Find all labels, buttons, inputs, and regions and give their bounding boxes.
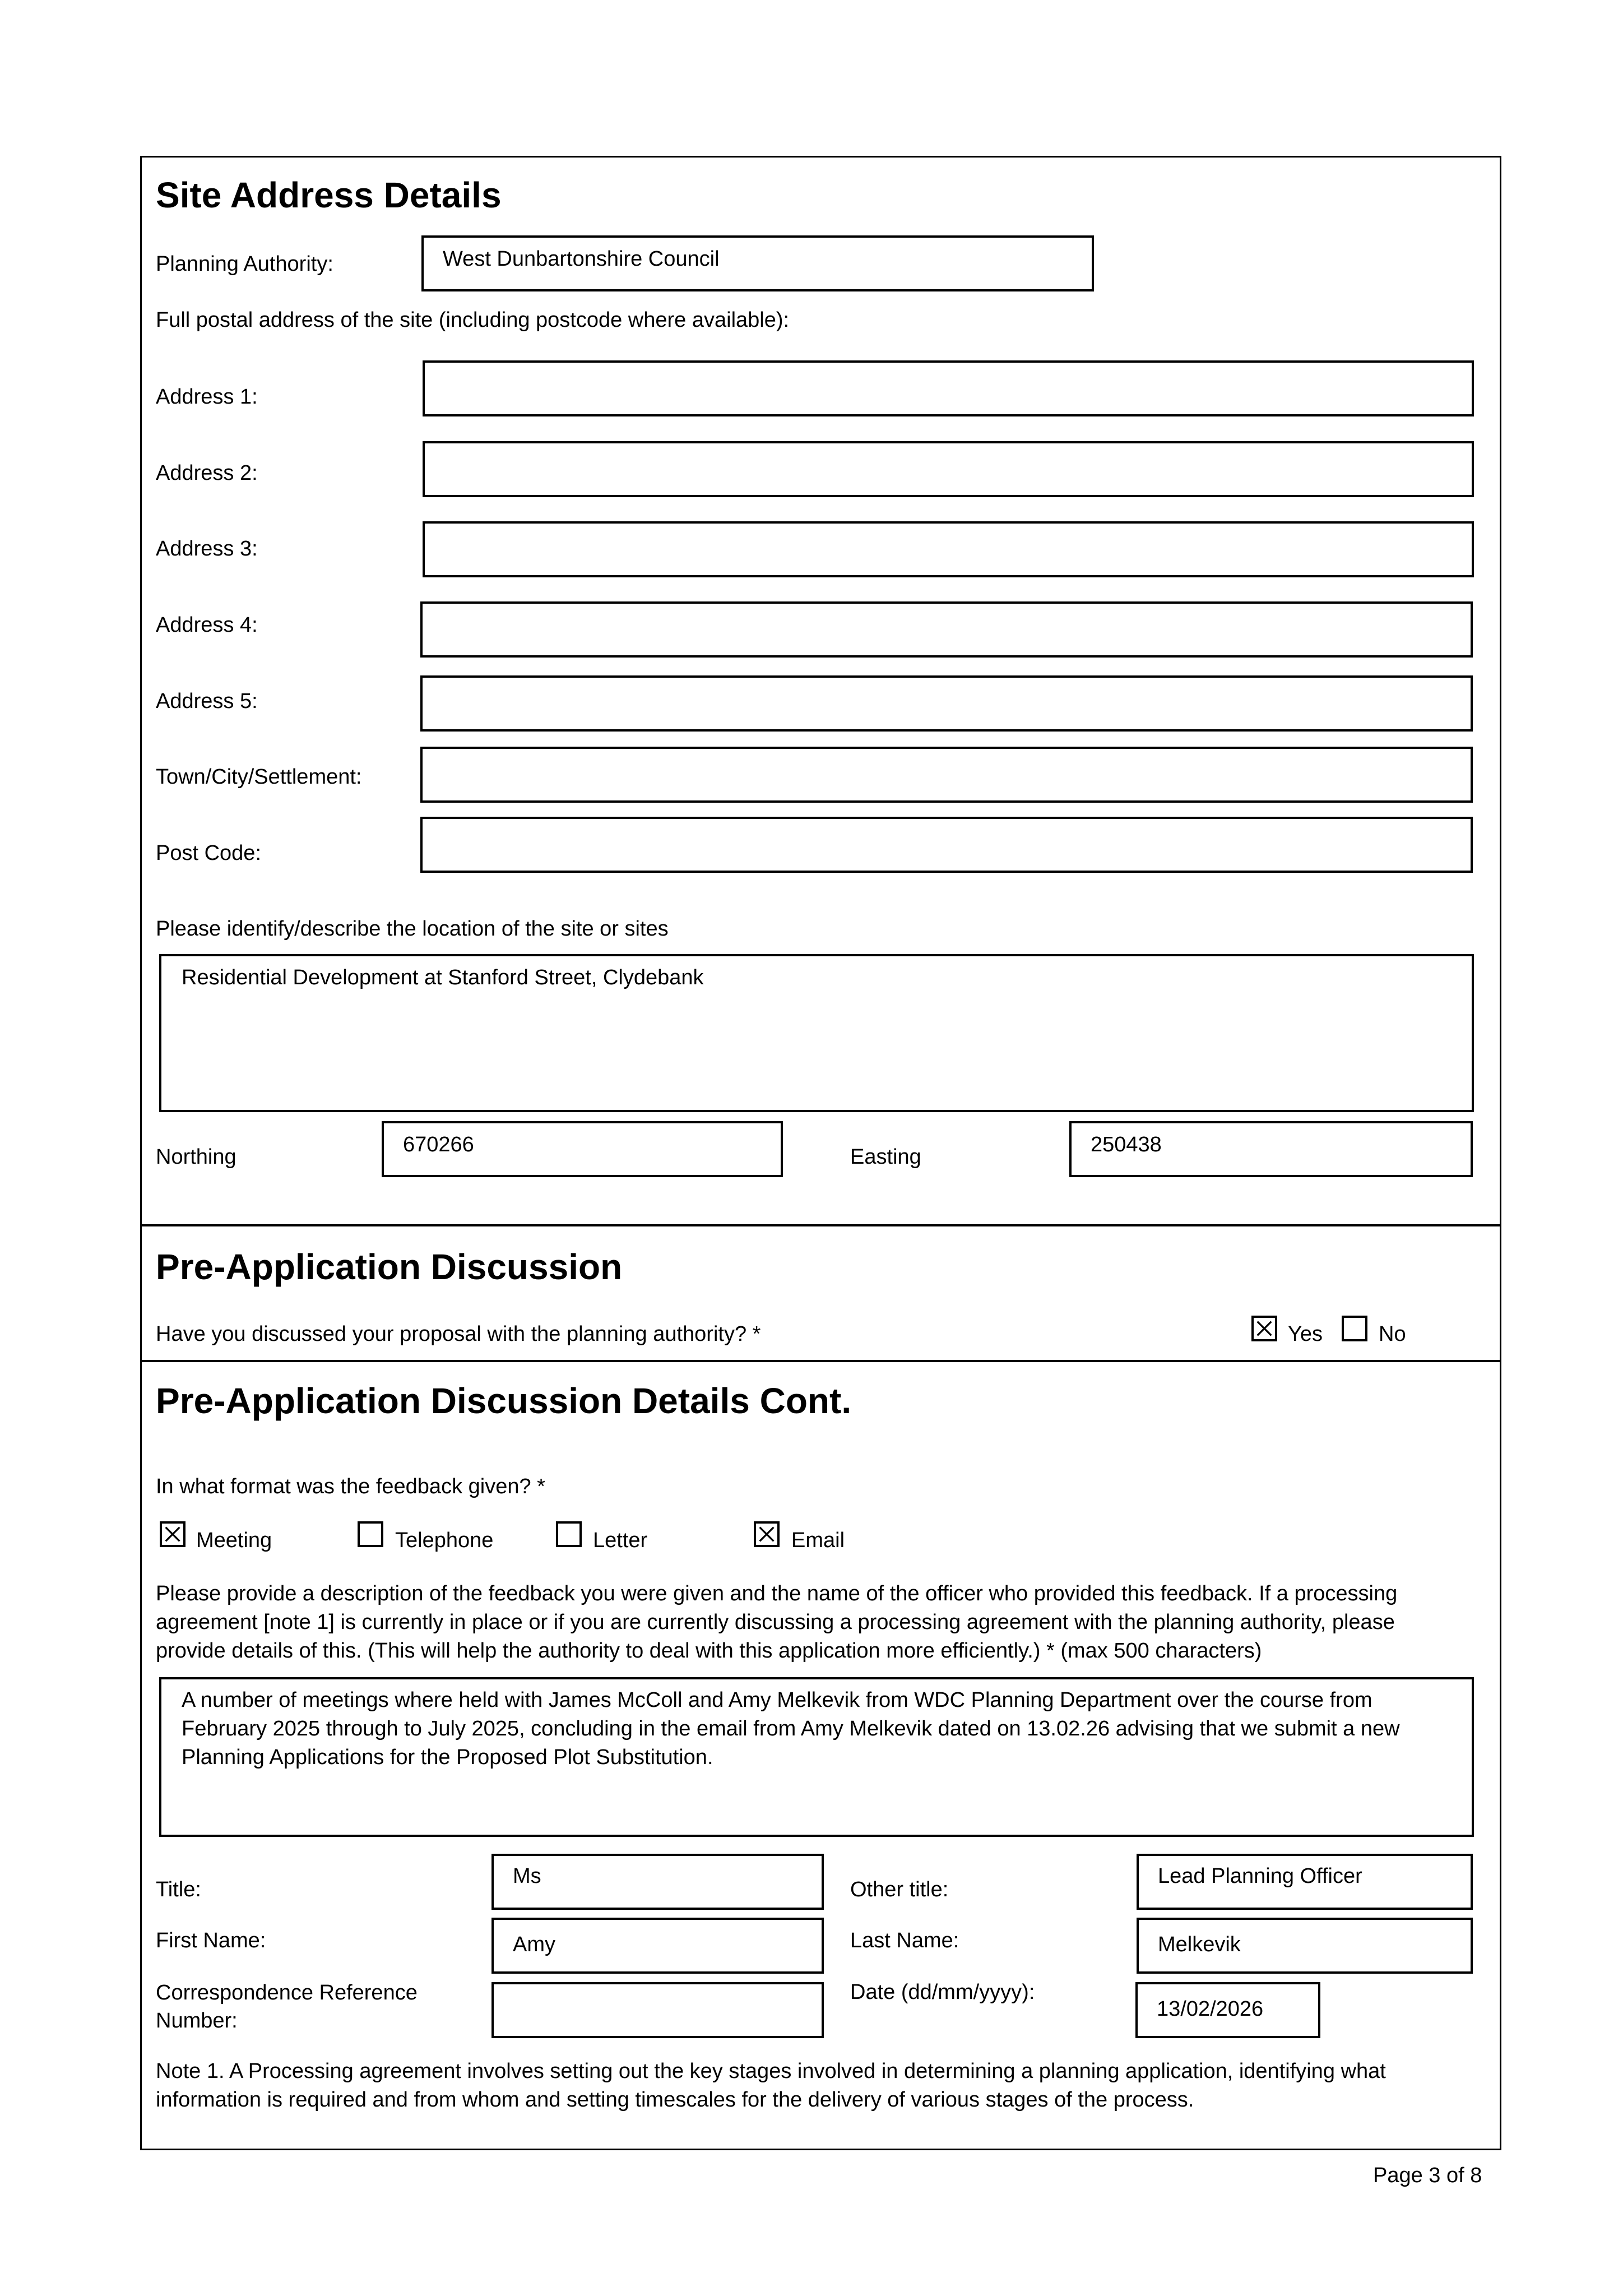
- section-divider: [140, 1360, 1501, 1362]
- meeting-checkbox[interactable]: [160, 1521, 186, 1547]
- northing-label: Northing: [156, 1145, 237, 1169]
- address3-label: Address 3:: [156, 537, 258, 561]
- easting-label: Easting: [850, 1145, 921, 1169]
- last-name-value: Melkevik: [1158, 1933, 1241, 1956]
- other-title-value: Lead Planning Officer: [1158, 1864, 1362, 1888]
- feedback-value: A number of meetings where held with James McColl and Amy Melkevik from WDC Planning Department over the course from February 2025 through to July 2025, concluding in the email from Amy Melkevik dated on 13.02.26 advising that we submit a new Planning Applications for the Proposed Plot Substitution.: [182, 1688, 1400, 1769]
- correspondence-reference-label: [156, 1979, 418, 2035]
- title-value: Ms: [513, 1864, 541, 1888]
- email-label: Email: [791, 1529, 845, 1552]
- discussed-question: Have you discussed your proposal with the planning authority? *: [156, 1322, 761, 1346]
- site-address-heading: Site Address Details: [156, 175, 502, 215]
- last-name-label: Last Name:: [850, 1929, 959, 1952]
- location-field[interactable]: [159, 954, 1474, 1112]
- first-name-value: Amy: [513, 1933, 555, 1956]
- feedback-field[interactable]: [159, 1677, 1474, 1837]
- no-checkbox[interactable]: [1342, 1316, 1367, 1341]
- town-label: Town/City/Settlement:: [156, 765, 362, 789]
- pre-application-details-heading: Pre-Application Discussion Details Cont.: [156, 1381, 852, 1421]
- no-label: No: [1379, 1322, 1406, 1346]
- checked-x-icon: [162, 1524, 183, 1545]
- easting-field[interactable]: [1069, 1121, 1473, 1177]
- address2-field[interactable]: [423, 441, 1474, 497]
- northing-value: 670266: [403, 1133, 474, 1156]
- page-number: Page 3 of 8: [1373, 2164, 1482, 2187]
- date-label: Date (dd/mm/yyyy):: [850, 1980, 1035, 2004]
- planning-authority-field[interactable]: [421, 235, 1094, 291]
- meeting-label: Meeting: [196, 1529, 272, 1552]
- checked-x-icon: [756, 1524, 777, 1545]
- first-name-label: First Name:: [156, 1929, 266, 1952]
- checked-x-icon: [1254, 1318, 1275, 1339]
- title-field[interactable]: [491, 1854, 824, 1910]
- town-field[interactable]: [420, 747, 1473, 803]
- postcode-label: Post Code:: [156, 841, 261, 865]
- date-field[interactable]: [1135, 1982, 1320, 2038]
- telephone-checkbox[interactable]: [358, 1521, 383, 1547]
- date-value: 13/02/2026: [1157, 1997, 1264, 2021]
- location-instruction: Please identify/describe the location of the site or sites: [156, 917, 669, 941]
- feedback-instruction: Please provide a description of the feedback you were given and the name of the officer who provided this feedback. If a processing agreement [note 1] is currently in place or if you are currently discussing a processing agreement with the planning authority, please provide details of this. (This will help the authority to deal with this application more efficiently.) * (max 500 characters): [156, 1582, 1398, 1663]
- email-checkbox[interactable]: [754, 1521, 780, 1547]
- planning-authority-label: Planning Authority:: [156, 252, 333, 276]
- address1-field[interactable]: [423, 360, 1474, 416]
- correspondence-reference-label-line2: Number:: [156, 2009, 238, 2033]
- section-divider: [140, 1224, 1501, 1226]
- letter-checkbox[interactable]: [556, 1521, 582, 1547]
- location-value: Residential Development at Stanford Street, Clydebank: [182, 966, 704, 989]
- easting-value: 250438: [1091, 1133, 1162, 1156]
- correspondence-reference-label-line1: Correspondence Reference: [156, 1981, 418, 2005]
- address3-field[interactable]: [423, 521, 1474, 577]
- address4-label: Address 4:: [156, 613, 258, 637]
- other-title-field[interactable]: [1137, 1854, 1473, 1910]
- address2-label: Address 2:: [156, 461, 258, 485]
- letter-label: Letter: [593, 1529, 648, 1552]
- planning-authority-value: West Dunbartonshire Council: [443, 247, 720, 271]
- address1-label: Address 1:: [156, 385, 258, 409]
- last-name-field[interactable]: [1137, 1918, 1473, 1974]
- other-title-label: Other title:: [850, 1878, 949, 1901]
- pre-application-heading: Pre-Application Discussion: [156, 1247, 623, 1287]
- yes-checkbox[interactable]: [1251, 1316, 1277, 1341]
- yes-label: Yes: [1288, 1322, 1323, 1346]
- correspondence-reference-field[interactable]: [491, 1982, 824, 2038]
- telephone-label: Telephone: [395, 1529, 494, 1552]
- first-name-field[interactable]: [491, 1918, 824, 1974]
- postcode-field[interactable]: [420, 817, 1473, 873]
- title-label: Title:: [156, 1878, 201, 1901]
- northing-field[interactable]: [382, 1121, 783, 1177]
- address4-field[interactable]: [420, 601, 1473, 658]
- processing-agreement-note: Note 1. A Processing agreement involves setting out the key stages involved in determining a planning application, identifying what information is required and from whom and setting timescales for the delivery of various stages of the process.: [156, 2059, 1386, 2112]
- format-question: In what format was the feedback given? *: [156, 1475, 545, 1498]
- postal-address-instruction: Full postal address of the site (including postcode where available):: [156, 308, 790, 332]
- address5-label: Address 5:: [156, 689, 258, 713]
- address5-field[interactable]: [420, 675, 1473, 732]
